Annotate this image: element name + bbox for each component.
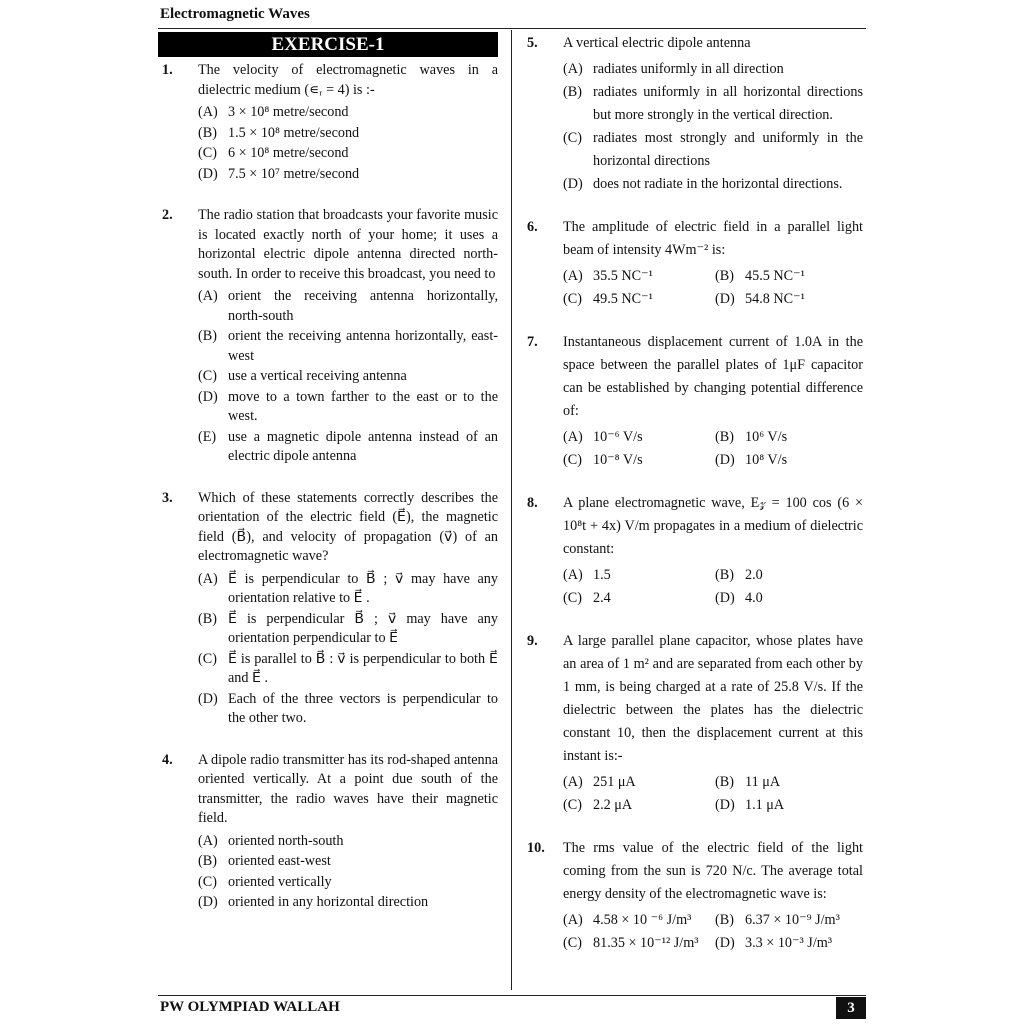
question-text: Which of these statements correctly describes the orientation of the electric field (E⃗), the magnetic field (B⃗), and velocity of propagation (v⃗) of an electromagnetic wave? <box>198 489 498 564</box>
answer-option <box>198 570 498 609</box>
option-text: 4.58 × 10 ⁻⁶ J/m³ <box>593 912 692 928</box>
header-rule <box>158 28 866 29</box>
option-label: (C) <box>198 145 217 161</box>
option-text: 4.0 <box>745 590 763 606</box>
option-label: (B) <box>715 429 734 445</box>
options-list <box>198 570 498 729</box>
options-list <box>198 103 498 184</box>
question-number: 2. <box>162 207 173 223</box>
answer-option <box>198 873 498 893</box>
question-item <box>160 489 498 729</box>
option-text: use a magnetic dipole antenna instead of an electric dipole antenna <box>228 428 498 464</box>
option-label: (D) <box>198 165 218 182</box>
options-list <box>563 58 863 196</box>
question-text: A dipole radio transmitter has its rod-shaped antenna oriented vertically. At a point due south of the transmitter, the radio waves have their magnetic field. <box>198 751 498 826</box>
option-text: does not radiate in the horizontal directions. <box>593 176 843 192</box>
right-question-list <box>525 32 863 955</box>
option-label: (A) <box>563 61 583 77</box>
option-label: (E) <box>198 428 217 445</box>
answer-option <box>563 449 715 472</box>
option-text: 3 × 10⁸ metre/second <box>228 104 349 120</box>
option-text: oriented east-west <box>228 853 331 869</box>
option-text: 10⁶ V/s <box>745 429 788 445</box>
answer-option <box>563 58 863 81</box>
question-text: A large parallel plane capacitor, whose plates have an area of 1 m² and are separated from each other by 1 mm, is being charged at a rate of 25.8 V/s. If the dielectric between the plates has the dielectric constant 10, then the displacement current at this instant is:- <box>563 633 863 764</box>
answer-option <box>198 893 498 913</box>
option-label: (D) <box>715 452 735 468</box>
options-list <box>198 832 498 913</box>
right-column <box>525 32 863 975</box>
option-text: 1.1 μA <box>745 797 785 813</box>
option-label: (B) <box>198 610 217 627</box>
option-text: E⃗ is parallel to B⃗ : v⃗ is perpendicular to both E⃗ and E⃗ . <box>228 650 498 686</box>
answer-option <box>715 564 863 587</box>
question-number: 7. <box>527 334 538 350</box>
answer-option <box>715 265 863 288</box>
option-text: orient the receiving antenna horizontally, north-south <box>228 288 498 324</box>
answer-option <box>563 173 863 196</box>
option-label: (C) <box>198 368 217 384</box>
question-item <box>525 837 863 955</box>
left-question-list <box>160 61 498 913</box>
option-text: 54.8 NC⁻¹ <box>745 291 805 307</box>
exercise-title: EXERCISE-1 <box>158 32 498 57</box>
question-item <box>160 206 498 467</box>
option-label: (C) <box>563 291 582 307</box>
answer-option <box>198 144 498 164</box>
option-label: (A) <box>563 774 583 790</box>
option-text: Each of the three vectors is perpendicular to the other two. <box>228 690 498 726</box>
answer-option <box>715 288 863 311</box>
option-label: (A) <box>563 268 583 284</box>
option-label: (B) <box>715 774 734 790</box>
option-text: 2.0 <box>745 567 763 583</box>
question-number: 6. <box>527 219 538 235</box>
answer-option <box>198 124 498 144</box>
answer-option <box>198 690 498 729</box>
answer-option <box>563 587 715 610</box>
question-number: 1. <box>162 62 173 78</box>
option-label: (B) <box>563 84 582 100</box>
answer-option <box>198 428 498 467</box>
option-text: 49.5 NC⁻¹ <box>593 291 653 307</box>
answer-option <box>715 794 863 817</box>
answer-option <box>715 449 863 472</box>
option-label: (D) <box>198 894 218 910</box>
question-text: The velocity of electromagnetic waves in a dielectric medium (∊ᵣ = 4) is :- <box>198 62 498 98</box>
option-text: 10⁸ V/s <box>745 452 788 468</box>
question-number: 3. <box>162 489 173 506</box>
option-text: 10⁻⁸ V/s <box>593 452 643 468</box>
answer-option <box>563 794 715 817</box>
option-label: (B) <box>198 853 217 869</box>
option-label: (B) <box>715 268 734 284</box>
options-list <box>563 771 863 817</box>
answer-option <box>715 909 863 932</box>
question-text: The rms value of the electric field of the light coming from the sun is 720 N/c. The average total energy density of the electromagnetic wave is: <box>563 840 863 902</box>
options-list <box>563 265 863 311</box>
option-label: (D) <box>198 690 218 707</box>
question-text: The radio station that broadcasts your favorite music is located exactly north of your home; it uses a horizontal electric dipole antenna directed north-south. In order to receive this broadcast, you need to <box>198 207 498 282</box>
option-text: radiates uniformly in all horizontal directions but more strongly in the vertical direction. <box>593 84 863 123</box>
footer-rule <box>158 995 866 996</box>
page-number: 3 <box>836 997 866 1019</box>
question-number: 4. <box>162 751 173 768</box>
question-text: A plane electromagnetic wave, E𝓏 = 100 cos (6 × 10⁸t + 4x) V/m propagates in a medium of dielectric constant: <box>563 495 863 557</box>
option-label: (A) <box>563 567 583 583</box>
option-text: 1.5 × 10⁸ metre/second <box>228 124 360 141</box>
option-label: (D) <box>563 176 583 192</box>
answer-option <box>198 367 498 387</box>
question-text: Instantaneous displacement current of 1.0A in the space between the parallel plates of 1μF capacitor can be established by changing potential difference of: <box>563 334 863 419</box>
answer-option <box>563 932 715 955</box>
options-list <box>198 287 498 467</box>
answer-option <box>198 650 498 689</box>
answer-option <box>563 265 715 288</box>
answer-option <box>198 388 498 427</box>
option-label: (A) <box>198 832 218 849</box>
question-number: 8. <box>527 495 538 511</box>
question-item <box>525 32 863 196</box>
option-text: 2.2 μA <box>593 797 633 813</box>
option-label: (D) <box>715 291 735 307</box>
answer-option <box>563 771 715 794</box>
option-label: (C) <box>563 452 582 468</box>
option-text: 1.5 <box>593 567 611 583</box>
option-label: (B) <box>715 912 734 928</box>
answer-option <box>198 165 498 185</box>
option-text: 6.37 × 10⁻⁹ J/m³ <box>745 912 840 928</box>
answer-option <box>563 81 863 127</box>
answer-option <box>563 288 715 311</box>
option-label: (C) <box>563 590 582 606</box>
answer-option <box>563 909 715 932</box>
answer-option <box>715 932 863 955</box>
option-label: (C) <box>198 650 217 667</box>
left-column <box>160 32 498 935</box>
option-label: (A) <box>198 570 218 587</box>
question-item <box>160 61 498 184</box>
option-label: (A) <box>563 912 583 928</box>
option-label: (C) <box>563 935 582 951</box>
answer-option <box>198 327 498 366</box>
answer-option <box>198 610 498 649</box>
option-label: (A) <box>198 288 218 304</box>
option-text: oriented vertically <box>228 873 332 890</box>
question-item <box>525 331 863 472</box>
option-text: E⃗ is perpendicular B⃗ ; v⃗ may have any orientation perpendicular to E⃗ <box>228 610 498 646</box>
option-text: radiates uniformly in all direction <box>593 61 784 77</box>
option-label: (D) <box>715 797 735 813</box>
option-text: radiates most strongly and uniformly in the horizontal directions <box>593 130 863 169</box>
option-text: use a vertical receiving antenna <box>228 368 407 384</box>
option-text: 7.5 × 10⁷ metre/second <box>228 165 360 182</box>
answer-option <box>563 426 715 449</box>
option-label: (B) <box>198 124 217 141</box>
answer-option <box>563 564 715 587</box>
option-text: 35.5 NC⁻¹ <box>593 268 653 284</box>
question-text: A vertical electric dipole antenna <box>563 35 751 51</box>
options-list <box>563 909 863 955</box>
option-text: 6 × 10⁸ metre/second <box>228 145 349 161</box>
question-number: 5. <box>527 35 538 51</box>
option-label: (B) <box>715 567 734 583</box>
option-text: 251 μA <box>593 774 636 790</box>
option-text: orient the receiving antenna horizontally, east-west <box>228 328 498 364</box>
footer-brand: PW OLYMPIAD WALLAH <box>160 999 340 1015</box>
answer-option <box>198 832 498 852</box>
question-item <box>160 751 498 913</box>
option-text: move to a town farther to the east or to the west. <box>228 388 498 424</box>
question-number: 9. <box>527 633 538 649</box>
option-text: 45.5 NC⁻¹ <box>745 268 805 284</box>
answer-option <box>563 127 863 173</box>
option-label: (C) <box>563 797 582 813</box>
chapter-title: Electromagnetic Waves <box>160 6 310 22</box>
option-text: 10⁻⁶ V/s <box>593 429 643 445</box>
question-text: The amplitude of electric field in a parallel light beam of intensity 4Wm⁻² is: <box>563 219 863 258</box>
option-label: (D) <box>198 388 218 405</box>
option-label: (B) <box>198 328 217 344</box>
answer-option <box>715 771 863 794</box>
option-text: 11 μA <box>745 774 781 790</box>
question-number: 10. <box>527 840 545 856</box>
column-divider <box>511 30 512 990</box>
option-text: 2.4 <box>593 590 611 606</box>
answer-option <box>198 852 498 872</box>
answer-option <box>715 587 863 610</box>
option-text: 81.35 × 10⁻¹² J/m³ <box>593 935 699 951</box>
option-label: (D) <box>715 935 735 951</box>
question-item <box>525 216 863 311</box>
options-list <box>563 426 863 472</box>
option-text: oriented north-south <box>228 832 344 849</box>
option-label: (D) <box>715 590 735 606</box>
question-item <box>525 492 863 610</box>
option-label: (A) <box>563 429 583 445</box>
option-label: (A) <box>198 104 218 120</box>
option-text: oriented in any horizontal direction <box>228 894 429 910</box>
options-list <box>563 564 863 610</box>
option-text: E⃗ is perpendicular to B⃗ ; v⃗ may have any orientation relative to E⃗ . <box>228 570 498 606</box>
answer-option <box>198 103 498 123</box>
answer-option <box>715 426 863 449</box>
option-text: 3.3 × 10⁻³ J/m³ <box>745 935 833 951</box>
option-label: (C) <box>563 130 582 146</box>
answer-option <box>198 287 498 326</box>
option-label: (C) <box>198 873 217 890</box>
question-item <box>525 630 863 817</box>
